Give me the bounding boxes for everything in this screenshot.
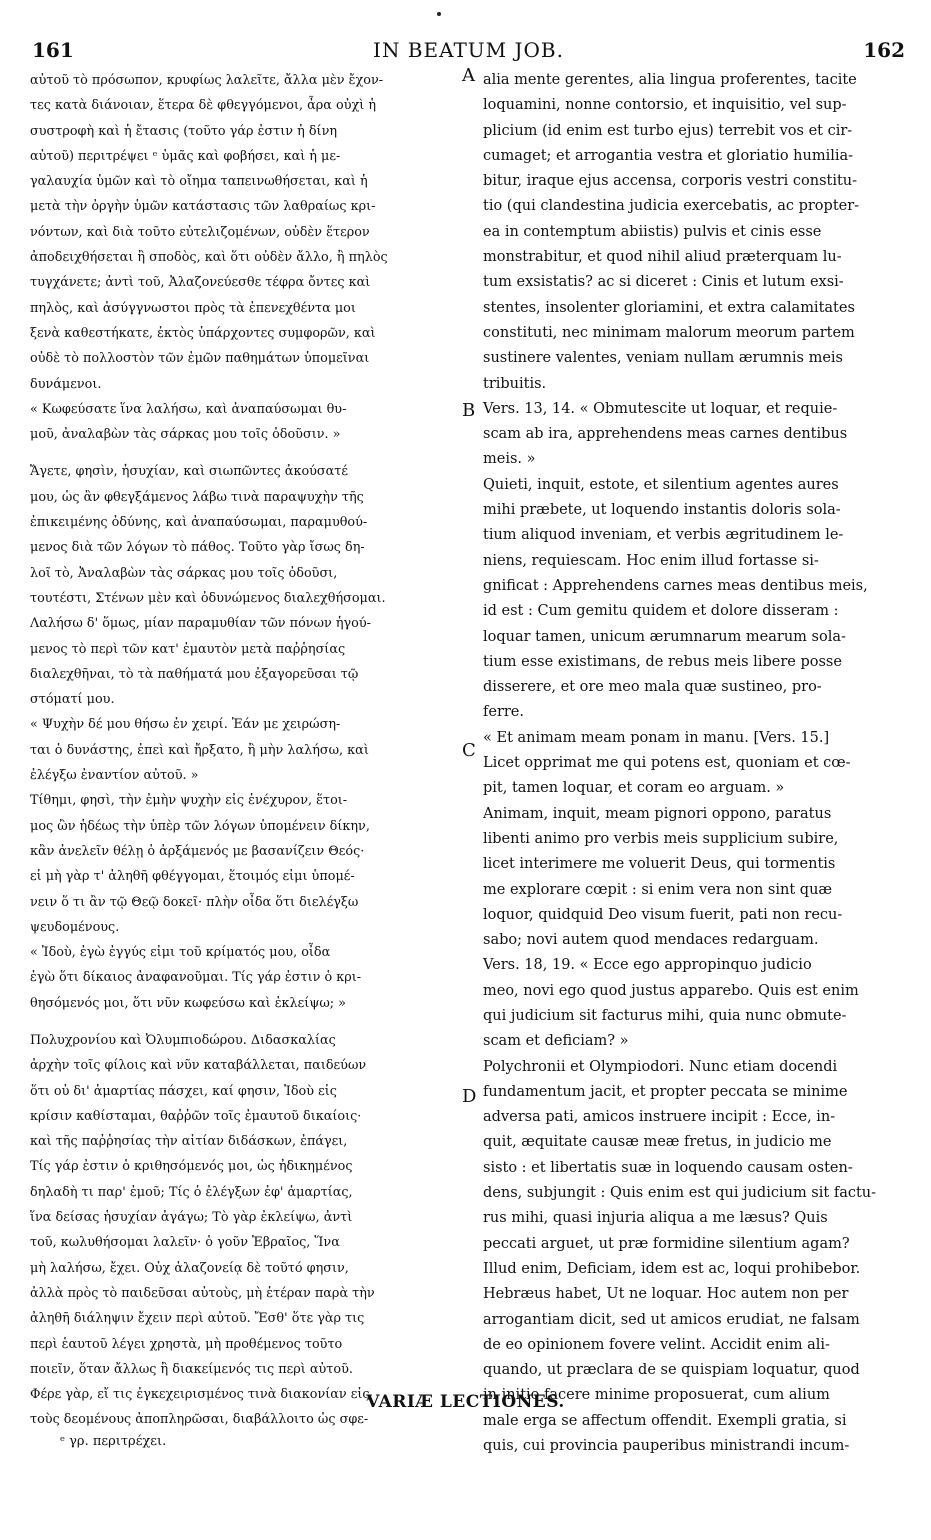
greek-text-line: μος ὢν ἡδέως τὴν ὑπὲρ τῶν λόγων ὑπομένειν δίκην, — [30, 818, 370, 834]
greek-text-line: Πολυχρονίου καὶ Ὀλυμπιοδώρου. Διδασκαλίας — [30, 1032, 336, 1048]
greek-text-line: « Ψυχὴν δέ μου θήσω ἐν χειρί. Ἐάν με χειρώση- — [30, 717, 341, 733]
greek-text-line: αὐτοῦ τὸ πρόσωπον, κρυφίως λαλεῖτε, ἄλλα μὲν ἔχον- — [30, 73, 384, 88]
latin-text-line: de eo opinionem fovere velint. Accidit enim ali- — [483, 1336, 830, 1353]
latin-text-line: loquar tamen, unicum ærumnarum mearum sola- — [483, 628, 846, 645]
latin-text-line: in initio facere minime proposuerat, cum alium — [483, 1387, 830, 1404]
greek-text-line: ἐγὼ ὅτι δίκαιος ἀναφανοῦμαι. Τίς γάρ ἐστιν ὁ κρι- — [30, 970, 362, 986]
latin-column — [483, 68, 893, 1459]
latin-text-line: tium aliquod inveniam, et verbis ægritudinem le- — [483, 527, 844, 544]
greek-text-line: λοῖ τὸ, Ἀναλαβὼν τὰς σάρκας μου τοῖς ὀδοῦσι, — [30, 565, 338, 581]
latin-text-line: dens, subjungit : Quis enim est qui judicium sit factu- — [483, 1185, 877, 1202]
latin-text-line: quit, æquitate causæ meæ fretus, in judicio me — [483, 1134, 832, 1151]
latin-text-line: licet interimere me voluerit Deus, qui tormentis — [483, 856, 836, 873]
latin-text-line: alia mente gerentes, alia lingua proferentes, tacite — [483, 72, 857, 88]
greek-text-line: δυνάμενοι. — [30, 376, 102, 392]
latin-text-line: « Et animam meam ponam in manu. [Vers. 15.] — [483, 729, 830, 746]
margin-letter-d: D — [462, 1086, 477, 1107]
greek-text-line: κρίσιν καθίσταμαι, θαῤῥῶν τοῖς ἐμαυτοῦ δικαίοις· — [30, 1108, 362, 1124]
latin-text-line: monstrabitur, et quod nihil aliud præterquam lu- — [483, 249, 842, 266]
latin-text-line: tio (qui clandestina judicia exercebatis, ac propter- — [483, 198, 860, 215]
greek-column — [30, 68, 460, 1433]
greek-text-line: ποιεῖν, ὅταν ἄλλως ἢ διακείμενός τις περὶ αὐτοῦ. — [30, 1361, 353, 1377]
greek-text-line: καὶ τῆς παῤῥησίας τὴν αἰτίαν διδάσκων, ἐπάγει, — [30, 1134, 348, 1150]
greek-text-line: Φέρε γὰρ, εἴ τις ἐγκεχειρισμένος τινὰ διακονίαν εἰς — [30, 1387, 370, 1403]
latin-text-line: me explorare cœpit : si enim vera non sint quæ — [483, 881, 833, 898]
greek-text-line: τοῦ, κωλυθήσομαι λαλεῖν· ὁ γοῦν Ἑβραῖος, Ἵνα — [30, 1235, 340, 1251]
latin-text-line: male erga se affectum offendit. Exempli gratia, si — [483, 1412, 847, 1429]
footnote: ᵉ γρ. περιτρέχει. — [60, 1434, 167, 1449]
latin-text-line: scam ab ira, apprehendens meas carnes dentibus — [483, 426, 848, 443]
variae-lectiones-title: VARIÆ LECTIONES. — [366, 1392, 565, 1412]
greek-text-line: μενος διὰ τῶν λόγων τὸ πάθος. Τοῦτο γὰρ ἴσως δη- — [30, 540, 365, 556]
greek-text-line: περὶ ἑαυτοῦ λέγει χρηστὰ, μὴ προθέμενος τοῦτο — [30, 1336, 343, 1352]
latin-text-line: Hebræus habet, Ut ne loquar. Hoc autem non per — [483, 1286, 849, 1303]
latin-text-line: sustinere valentes, veniam nullam ærumnis meis — [483, 350, 843, 367]
latin-text-line: loquamini, nonne contorsio, et inquisitio, vel sup- — [483, 97, 847, 114]
greek-text-line: ὅτι οὐ δι' ἁμαρτίας πάσχει, καί φησιν, Ἰδοὺ εἰς — [30, 1083, 337, 1099]
greek-text-line: διαλεχθῆναι, τὸ τὰ παθήματά μου ἐξαγορεῦσαι τῷ — [30, 666, 359, 682]
latin-text-line: mihi præbete, ut loquendo instantis doloris sola- — [483, 502, 841, 519]
greek-text-line: τυγχάνετε; ἀντὶ τοῦ, Ἀλαζονεύεσθε τέφρα ὄντες καὶ — [30, 275, 371, 291]
greek-text-line: τουτέστι, Στένων μὲν καὶ ὀδυνώμενος διαλεχθήσομαι. — [30, 590, 386, 606]
latin-text-line: qui judicium sit facturus mihi, quia nunc obmute- — [483, 1007, 847, 1024]
latin-text-line: Vers. 18, 19. « Ecce ego appropinquo judicio — [483, 957, 812, 974]
greek-text-line: ἀληθῆ διάληψιν ἔχειν περὶ αὐτοῦ. Ἔσθ' ὅτε γὰρ τις — [30, 1311, 365, 1327]
latin-text-line: ea in contemptum abiistis) pulvis et cinis esse — [483, 223, 822, 240]
latin-text-line: arrogantiam dicit, sed ut amicos erudiat, ne falsam — [483, 1311, 860, 1328]
latin-text-line: plicium (id enim est turbo ejus) terrebit vos et cir- — [483, 122, 853, 139]
paragraph-gap — [30, 1016, 460, 1028]
greek-text-line: συστροφὴ καὶ ἡ ἔτασις (τοῦτο γάρ ἐστιν ἡ δίνη — [30, 123, 338, 139]
greek-text-line: πηλὸς, καὶ ἀσύγγνωστοι πρὸς τὰ ἐπενεχθέντα μοι — [30, 300, 356, 316]
greek-text-line: ξενὰ καθεστήκατε, ἐκτὸς ὑπάρχοντες συμφορῶν, καὶ — [30, 325, 376, 341]
page-number-right: 162 — [863, 38, 905, 62]
greek-text-line: μετὰ τὴν ὀργὴν ὑμῶν κατάστασις τῶν λαθραίως κρι- — [30, 199, 376, 215]
greek-text-line: δηλαδὴ τι παρ' ἐμοῦ; Τίς ὁ ἐλέγξων ἐφ' ἁμαρτίας, — [30, 1184, 353, 1200]
greek-text-line: ἐπικειμένης ὀδύνης, καὶ ἀναπαύσωμαι, παραμυθού- — [30, 515, 368, 531]
greek-text-line: κἂν ἀνελεῖν θέλῃ ὁ ἀρξάμενός με βασανίζειν Θεός· — [30, 843, 365, 859]
latin-text-line: fundamentum jacit, et propter peccata se minime — [483, 1083, 848, 1100]
latin-text-line: sabo; novi autem quod mendaces redarguam. — [483, 932, 819, 949]
latin-text-line: Animam, inquit, meam pignori oppono, paratus — [483, 805, 832, 822]
latin-text-line: tum exsistatis? ac si diceret : Cinis et lutum exsi- — [483, 274, 844, 291]
greek-text-line: « Ἰδοὺ, ἐγὼ ἐγγύς εἰμι τοῦ κρίματός μου, οἶδα — [30, 945, 331, 961]
greek-text-line: ἀρχὴν τοῖς φίλοις καὶ νῦν καταβάλλεται, παιδεύων — [30, 1058, 367, 1074]
latin-text-line: loquor, quidquid Deo visum fuerit, pati non recu- — [483, 906, 843, 923]
greek-text-line: Τίθημι, φησὶ, τὴν ἐμὴν ψυχὴν εἰς ἐνέχυρον, ἕτοι- — [30, 793, 348, 809]
margin-letter-b: B — [462, 400, 476, 421]
latin-text-line: adversa pati, amicos instruere incipit : Ecce, in- — [483, 1109, 836, 1126]
running-header — [32, 38, 905, 64]
latin-text-line: niens, requiescam. Hoc enim illud fortasse si- — [483, 552, 819, 569]
greek-text-line: Τίς γάρ ἐστιν ὁ κριθησόμενός μοι, ὡς ἠδικημένος — [30, 1159, 353, 1175]
latin-text-line: gnificat : Apprehendens carnes meas dentibus meis, — [483, 577, 868, 594]
latin-text-line: libenti animo pro verbis meis supplicium subire, — [483, 830, 839, 847]
greek-text-line: μου, ὡς ἂν φθεγξάμενος λάβω τινὰ παραψυχὴν τῆς — [30, 489, 364, 505]
latin-text-line: bitur, iraque ejus accensa, corporis vestri constitu- — [483, 173, 858, 190]
latin-text-line: disserere, et ore meo mala quæ sustineo, pro- — [483, 679, 822, 696]
latin-text-line: sisto : et libertatis suæ in loquendo causam osten- — [483, 1159, 853, 1176]
latin-text-line: meo, novi ego quod justus apparebo. Quis est enim — [483, 982, 859, 999]
latin-text-line: ferre. — [483, 704, 525, 721]
latin-text-line: quis, cui provincia pauperibus ministrandi incum- — [483, 1438, 850, 1455]
greek-text-line: μενος τὸ περὶ τῶν κατ' ἐμαυτὸν μετὰ παῤῥησίας — [30, 641, 346, 657]
greek-text-line: ἐλέγξω ἐναντίον αὐτοῦ. » — [30, 768, 199, 784]
latin-text-line: Polychronii et Olympiodori. Nunc etiam docendi — [483, 1058, 838, 1075]
greek-text-line: εἰ μὴ γὰρ τ' ἀληθῆ φθέγγομαι, ἕτοιμός εἰμι ὑπομέ- — [30, 869, 355, 885]
margin-letter-a: A — [462, 65, 475, 86]
latin-text-line: Illud enim, Deficiam, idem est ac, loqui prohibebor. — [483, 1260, 861, 1277]
latin-text-line: rus mihi, quasi injuria aliqua a me læsus? Quis — [483, 1210, 828, 1227]
greek-text-line: Ἄγετε, φησὶν, ἡσυχίαν, καὶ σιωπῶντες ἀκούσατέ — [30, 464, 349, 480]
latin-text-line: Licet opprimat me qui potens est, quoniam et cœ- — [483, 755, 851, 772]
greek-text-line: στόματί μου. — [30, 692, 115, 708]
greek-text-line: γαλαυχία ὑμῶν καὶ τὸ οἴημα ταπεινωθήσεται, καὶ ἡ — [30, 174, 368, 190]
greek-text-line: « Κωφεύσατε ἵνα λαλήσω, καὶ ἀναπαύσωμαι θυ- — [30, 401, 347, 417]
latin-text-line: id est : Cum gemitu quidem et dolore disseram : — [483, 603, 839, 620]
latin-text-line: tium esse existimans, de rebus meis libere posse — [483, 653, 842, 670]
margin-letter-c: C — [462, 740, 476, 761]
page-number-left: 161 — [32, 38, 74, 62]
greek-text-line: νειν ὅ τι ἂν τῷ Θεῷ δοκεῖ· πλὴν οἶδα ὅτι διελέγξω — [30, 894, 359, 910]
running-title: IN BEATUM JOB. — [373, 38, 564, 62]
greek-text-line: τες κατὰ διάνοιαν, ἕτερα δὲ φθεγγόμενοι, ἆρα οὐχὶ ἡ — [30, 98, 376, 114]
greek-text-line: τοὺς δεομένους ἀποπληρῶσαι, διαβάλλοιτο ὡς σφε- — [30, 1412, 369, 1428]
latin-text-line: quando, ut præclara de se quispiam loquatur, quod — [483, 1362, 860, 1379]
latin-text-line: stentes, insolenter gloriamini, et extra calamitates — [483, 299, 855, 316]
latin-text-line: peccati arguet, ut præ formidine silentium agam? — [483, 1235, 850, 1252]
greek-text-line: Λαλήσω δ' ὅμως, μίαν παραμυθίαν τῶν πόνων ἡγού- — [30, 616, 371, 632]
greek-text-line: θησόμενός μοι, ὅτι νῦν κωφεύσω καὶ ἐκλείψω; » — [30, 995, 346, 1011]
greek-text-line: ἵνα δείσας ἡσυχίαν ἀγάγω; Τὸ γὰρ ἐκλείψω, ἀντὶ — [30, 1210, 353, 1226]
greek-text-line: νόντων, καὶ διὰ τοῦτο εὐτελιζομένων, οὐδὲν ἕτερον — [30, 224, 370, 240]
greek-text-line: οὐδὲ τὸ πολλοστὸν τῶν ἐμῶν παθημάτων ὑπομεῖναι — [30, 351, 370, 367]
latin-text-line: Quieti, inquit, estote, et silentium agentes aures — [483, 476, 839, 493]
latin-text-line: tribuitis. — [483, 375, 547, 392]
greek-text-line: ἀλλὰ πρὸς τὸ παιδεῦσαι αὐτοὺς, μὴ ἑτέραν παρὰ τὴν — [30, 1285, 375, 1301]
greek-text-line: αὐτοῦ) περιτρέψει ᵉ ὑμᾶς καὶ φοβήσει, καὶ ἡ με- — [30, 148, 341, 164]
latin-text-line: pit, tamen loquar, et coram eo arguam. » — [483, 780, 785, 797]
latin-text-line: scam et deficiam? » — [483, 1033, 629, 1050]
latin-text-line: meis. » — [483, 451, 536, 468]
latin-text-line: Vers. 13, 14. « Obmutescite ut loquar, et requie- — [483, 400, 838, 417]
latin-text-line: cumaget; et arrogantia vestra et gloriatio humilia- — [483, 147, 854, 164]
greek-text-line: ἀποδειχθήσεται ἢ σποδὸς, καὶ ὅτι οὐδὲν ἄλλο, ἢ πηλὸς — [30, 250, 388, 266]
greek-text-line: μοῦ, ἀναλαβὼν τὰς σάρκας μου τοῖς ὀδοῦσιν. » — [30, 427, 341, 443]
greek-text-line: ται ὁ δυνάστης, ἐπεὶ καὶ ἤρξατο, ἢ μὴν λαλήσω, καὶ — [30, 742, 369, 758]
paragraph-gap — [30, 447, 460, 459]
top-dot — [437, 12, 441, 16]
latin-text-line: constituti, nec minimam malorum meorum partem — [483, 324, 855, 341]
greek-text-line: ψευδομένους. — [30, 919, 120, 935]
greek-text-line: μὴ λαλήσω, ἔχει. Οὐχ ἀλαζονείᾳ δὲ τοῦτό φησιν, — [30, 1260, 349, 1276]
